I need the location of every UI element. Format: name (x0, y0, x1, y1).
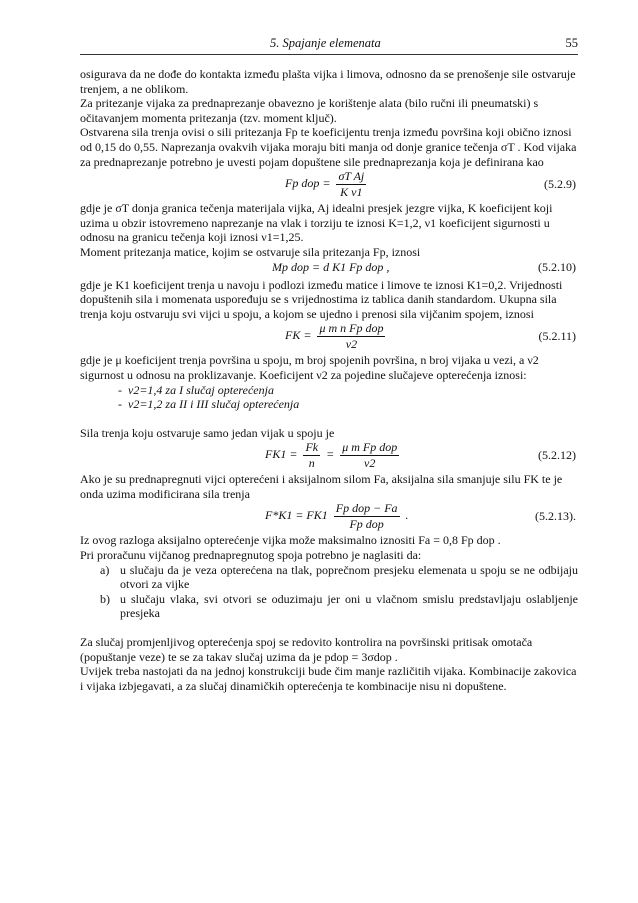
list-item: - ν2=1,4 za I slučaj opterećenja (118, 382, 274, 397)
equation-numerator: μ m Fp dop (342, 440, 398, 455)
paragraph: osigurava da ne dođe do kontakta između plašta vijka i limova, odnosno da se prenošenje sile ostvaruje trenjem, a ne oblikom. (80, 67, 576, 96)
equation-5-2-10 (80, 260, 578, 278)
paragraph: Ostvarena sila trenja ovisi o sili pritezanja Fp te koeficijentu trenja između površina koji obično iznosi od 0,15 do 0,55. Naprezanja ovakvih vijaka moraju biti manja od donje granice tečenja σT . Kod vijaka za prednaprezanje potrebno je uvesti pojam dopuštene sile prednaprezanja koja je definirana kao (80, 125, 577, 169)
page-body (80, 67, 578, 693)
equation-number: (5.2.13). (535, 509, 576, 524)
paragraph: Sila trenja koju ostvaruje samo jedan vijak u spoju je (80, 425, 335, 440)
paragraph: Uvijek treba nastojati da na jednoj konstrukciji bude čim manje različitih vijaka. Kombinacije zakovica i vijaka izbjegavati, a za slučaj dinamičkih opterećenja te kombinacije nisu ni dopuštene. (80, 664, 577, 693)
equation-numerator: Fk (305, 440, 319, 455)
equation-lhs: FK = (285, 328, 312, 343)
equation-denominator: K ν1 (340, 184, 363, 199)
list-item: b) u slučaju vlaka, svi otvori se oduzimaju jer oni u vlačnom smislu predstavljaju oslabljenje presjeka (100, 591, 578, 621)
equation-lhs: FK1 = (265, 447, 298, 462)
equation-denominator: Fp dop (349, 517, 384, 532)
equation-denominator: ν2 (364, 455, 376, 470)
chapter-title: 5. Spajanje elemenata (270, 36, 381, 50)
list-item: - ν2=1,2 za II i III slučaj opterećenja (118, 397, 300, 412)
equation-number: (5.2.12) (538, 448, 576, 463)
equation-5-2-12: FK1 = $\frac{Fk}{n}$ = $\frac{\text{μ m Fp dop}}{\nu 2}$ (5.2.12) (265, 440, 576, 470)
equation-numerator: Fp dop − Fa (335, 501, 398, 516)
paragraph: Za pritezanje vijaka za prednaprezanje obavezno je korištenje alata (bilo ručni ili pneumatski) s očitavanjem momenta pritezanja (tzv. moment ključ). (80, 96, 539, 125)
equation-body: Mp dop = d K1 Fp dop , (272, 259, 390, 274)
equation-5-2-9 (80, 169, 578, 201)
equation-denominator: ν2 (345, 336, 358, 351)
equation-number: (5.2.10) (538, 259, 576, 274)
page-header (80, 36, 578, 55)
coefficient-list (118, 383, 578, 412)
equation-numerator: μ m n Fp dop (319, 321, 384, 336)
equation-denominator: n (308, 455, 315, 470)
equation-lhs: Fp dop = (285, 176, 331, 190)
equation-5-2-11 (80, 321, 578, 353)
paragraph: Ako je su prednapregnuti vijci opterećeni i aksijalnom silom Fa, aksijalna sila smanjuje silu FK te je onda uzima modificirana sila trenja (80, 472, 563, 501)
note-list (100, 563, 578, 621)
equation-lhs: F*K1 = FK1 (265, 508, 328, 523)
equation-number: (5.2.11) (538, 329, 576, 344)
paragraph: gdje je K1 koeficijent trenja u navoju i podlozi između matice i limove te iznosi K1=0,2. Vrijednosti dopuštenih sila i momenata uspoređuju se s vrijednostima iz tablica danih standardom. Ukupna sila trenja koju ostvaruju svi vijci u spoju, a kojom se ujedno i prenosi sila vijčanim spojem, iznosi (80, 277, 563, 321)
page-number: 55 (565, 36, 578, 50)
equation-5-2-13: F*K1 = FK1 $\frac{\text{Fp dop − Fa}}{\text{Fp dop}}$ . (5.2.13). (265, 501, 576, 532)
paragraph: Pri proračunu vijčanog prednapregnutog spoja potrebno je naglasiti da: (80, 548, 422, 563)
equation-number: (5.2.9) (544, 177, 576, 192)
equation-numerator: σT Aj (338, 169, 365, 184)
paragraph: Moment pritezanja matice, kojim se ostvaruje sila pritezanja Fp, iznosi (80, 244, 421, 259)
list-item: a) u slučaju da je veza opterećena na tlak, poprečnom presjeku elemenata u spoju se ne odbijaju otvori za vijke (100, 562, 578, 592)
paragraph: gdje je σT donja granica tečenja materijala vijka, Aj idealni presjek jezgre vijka, K koeficijent koji uzima u obzir istovremeno naprezanje na vlak i torziju te iznosi K=1,2, ν1 koeficijent sigurnosti u odnosu na granicu tečenja koji iznosi ν1=1,25. (80, 201, 553, 245)
paragraph: Iz ovog razloga aksijalno opterećenje vijka može maksimalno iznositi Fa = 0,8 Fp dop . (80, 533, 501, 548)
paragraph: gdje je μ koeficijent trenja površina u spoju, m broj spojenih površina, n broj vijaka u vezi, a ν2 sigurnost u odnosu na proklizavanje. Koeficijent ν2 za pojedine slučajeve opterećenja iznosi: (80, 353, 539, 382)
paragraph: Za slučaj promjenljivog opterećenja spoj se redovito kontrolira na površinski pritisak omotača (popuštanje veze) te se za takav slučaj uzima da je pdop = 3σdop . (80, 635, 533, 664)
